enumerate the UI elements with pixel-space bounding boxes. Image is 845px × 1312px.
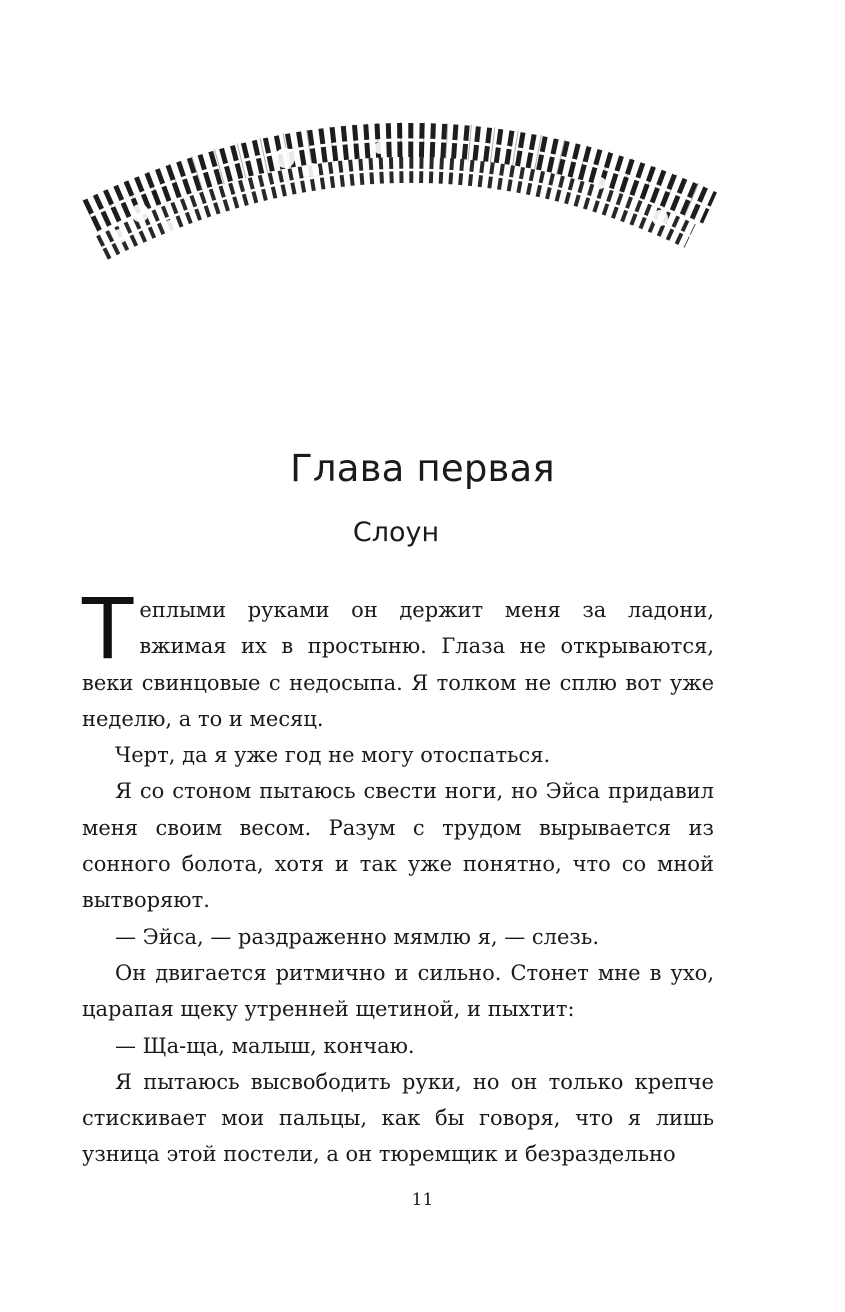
body-text [82, 580, 714, 1173]
drop-cap: Т [82, 580, 134, 678]
paragraph-6: — Ща-ща, малыш, кончаю. [115, 1033, 415, 1058]
paragraph-7: Я пытаюсь высвободить руки, но он только крепче стискивает мои пальцы, как бы говоря, что я лишь узница этой постели, а он тюремщик и безраздельно [82, 1069, 714, 1167]
paragraph-3: Я со стоном пытаюсь свести ноги, но Эйса придавил меня своим весом. Разум с трудом вырывается из сонного болота, хотя и так уже понятно, что со мной вытворяют. [82, 779, 714, 913]
paragraph-4: — Эйса, — раздраженно мямлю я, — слезь. [115, 924, 599, 949]
chapter-subtitle: Слоун [352, 517, 440, 548]
chapter-title: Глава первая [290, 447, 555, 490]
paragraph-1-text: еплыми руками он держит меня за ладони, вжимая их в простыню. Глаза не открываются, веки свинцовые с недосыпа. Я толком не сплю вот уже неделю, а то и месяц. [82, 598, 714, 731]
paragraph-5: Он двигается ритмично и сильно. Стонет мне в ухо, царапая щеку утренней щетиной, и пыхтит: [82, 960, 714, 1022]
tire-tracks-icon [80, 108, 720, 268]
paragraph-1 [82, 580, 714, 737]
page-number: 11 [411, 1190, 434, 1210]
paragraph-2: Черт, да я уже год не могу отоспаться. [115, 743, 551, 768]
